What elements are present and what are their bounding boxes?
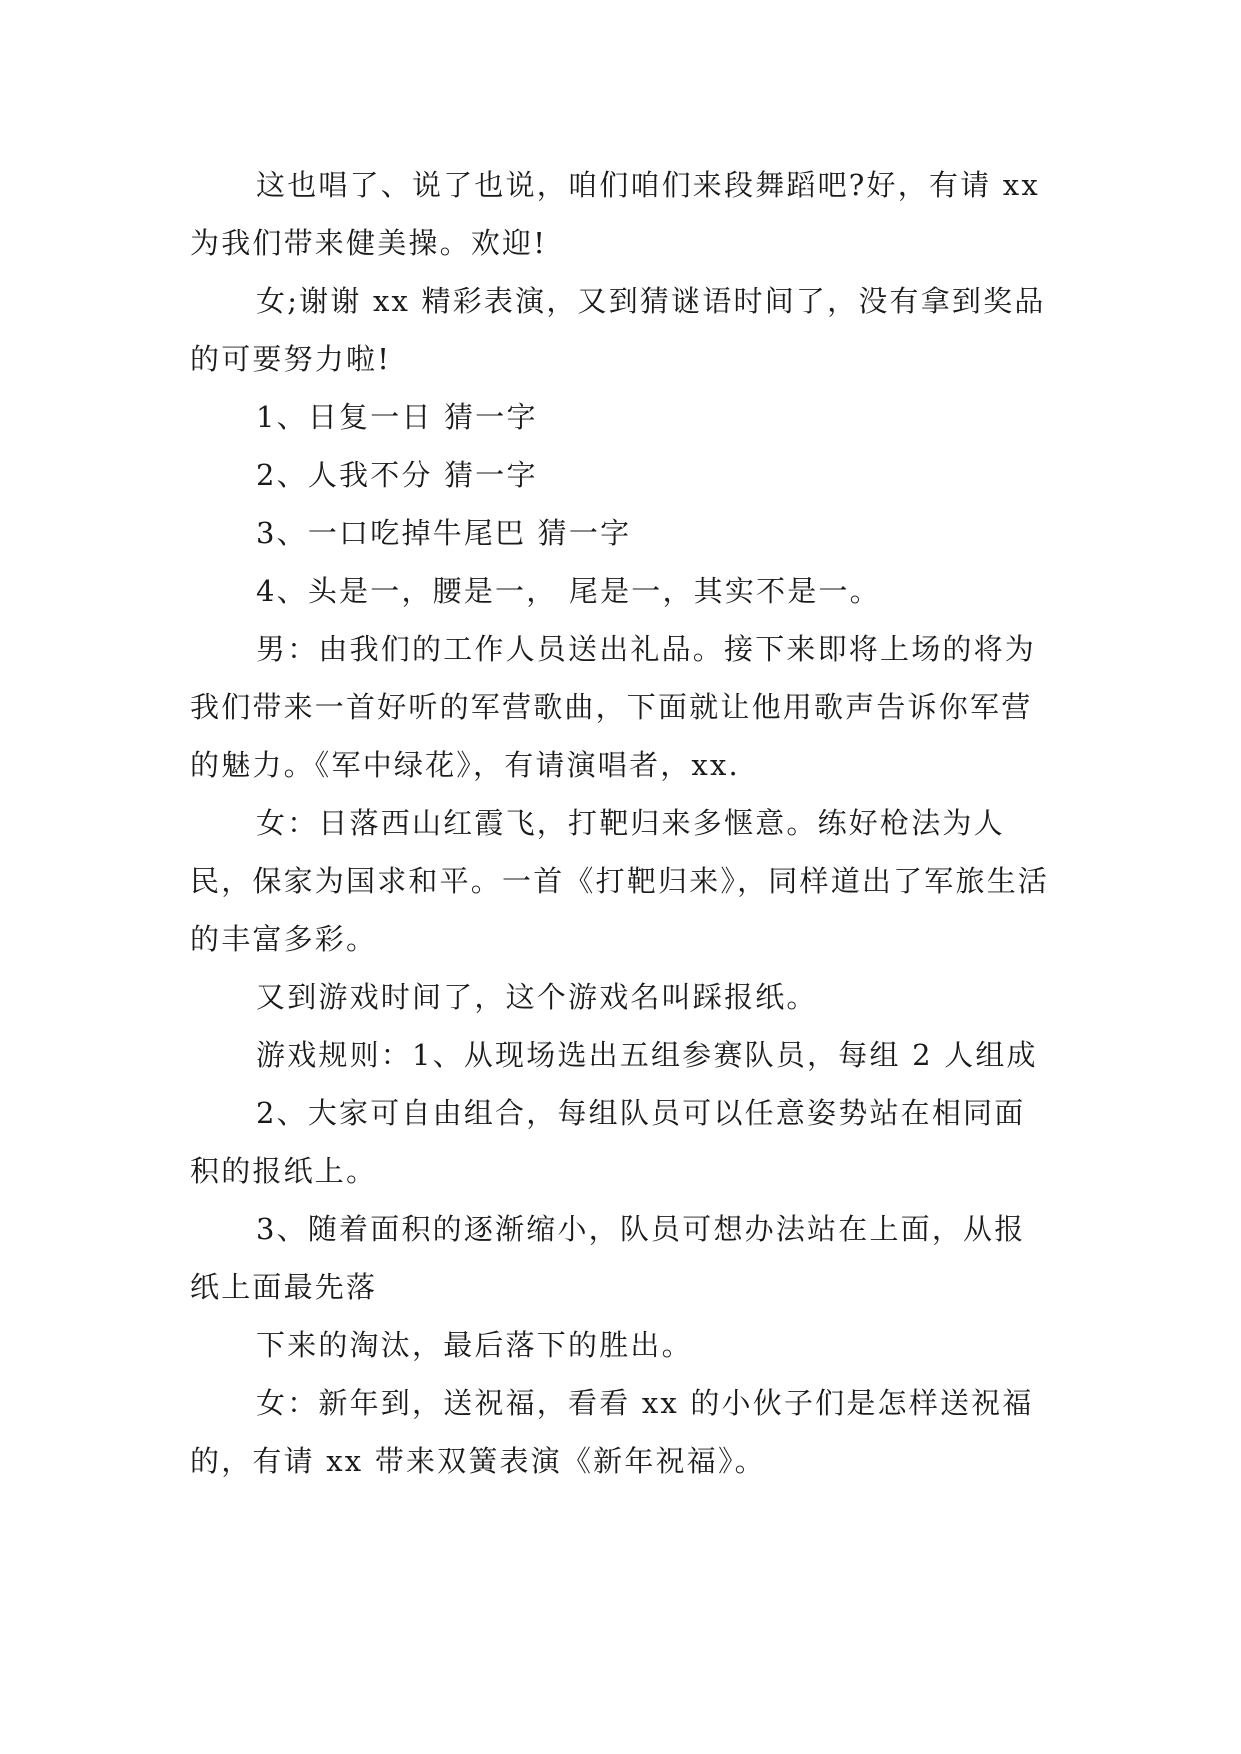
paragraph: 女：新年到，送祝福，看看 xx 的小伙子们是怎样送祝福的，有请 xx 带来双簧表演《新年祝福》。 [190,1386,1034,1478]
paragraph: 这也唱了、说了也说，咱们咱们来段舞蹈吧?好，有请 xx 为我们带来健美操。欢迎! [190,168,1040,260]
game-rule: 游戏规则：1、从现场选出五组参赛队员，每组 2 人组成 [256,1038,1038,1072]
game-rule: 3、随着面积的逐渐缩小，队员可想办法站在上面，从报纸上面最先落 [190,1212,1026,1304]
riddle-item: 3、一口吃掉牛尾巴 猜一字 [256,516,632,550]
paragraph: 男：由我们的工作人员送出礼品。接下来即将上场的将为我们带来一首好听的军营歌曲，下面就让他用歌声告诉你军营的魅力。《军中绿花》，有请演唱者，xx. [190,632,1037,782]
paragraph: 又到游戏时间了，这个游戏名叫踩报纸。 [256,980,818,1014]
game-rule: 2、大家可自由组合，每组队员可以任意姿势站在相同面积的报纸上。 [190,1096,1026,1188]
document-body [190,156,1050,1490]
riddle-item: 2、人我不分 猜一字 [256,458,538,492]
paragraph: 女;谢谢 xx 精彩表演，又到猜谜语时间了，没有拿到奖品的可要努力啦! [190,284,1046,376]
riddle-item: 4、头是一，腰是一， 尾是一，其实不是一。 [256,574,881,608]
game-rule: 下来的淘汰，最后落下的胜出。 [256,1328,693,1362]
riddle-item: 1、日复一日 猜一字 [256,400,538,434]
paragraph: 女：日落西山红霞飞，打靶归来多惬意。练好枪法为人民，保家为国求和平。一首《打靶归来》，同样道出了军旅生活的丰富多彩。 [190,806,1050,956]
